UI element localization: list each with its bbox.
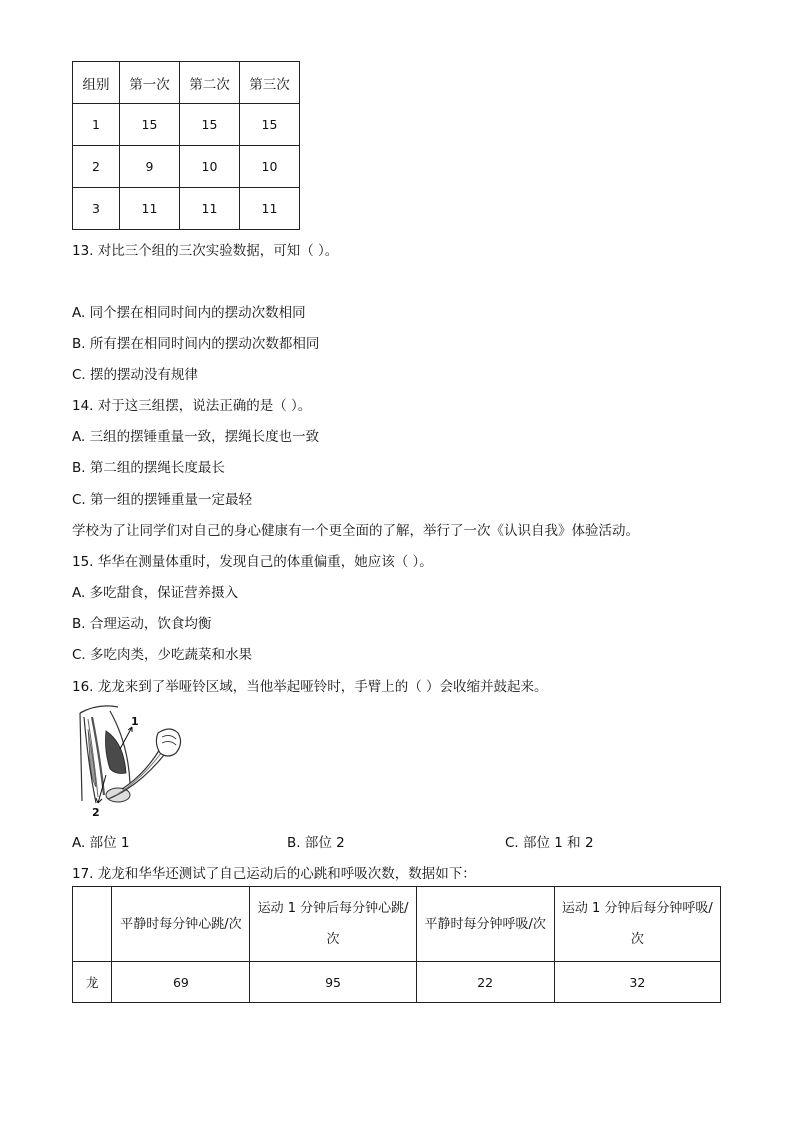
table-cell: 69 <box>112 962 250 1003</box>
table-header-cell: 第一次 <box>120 62 180 104</box>
question-14-stem: 14. 对于这三组摆，说法正确的是（ ）。 <box>72 398 312 414</box>
figure-label-1: 1 <box>131 715 139 728</box>
table-header-cell: 运动 1 分钟后每分钟呼吸/次 <box>554 887 720 962</box>
table-cell: 9 <box>120 146 180 188</box>
table-header-cell: 运动 1 分钟后每分钟心跳/次 <box>250 887 416 962</box>
heartbeat-breathing-table <box>72 886 721 1003</box>
question-16-option-a: A. 部位 1 <box>72 835 130 851</box>
pendulum-data-table <box>72 61 300 230</box>
table-cell: 11 <box>120 188 180 230</box>
question-14-option-a: A. 三组的摆锤重量一致，摆绳长度也一致 <box>72 429 320 445</box>
question-16-option-b: B. 部位 2 <box>287 835 345 851</box>
question-15-option-a: A. 多吃甜食，保证营养摄入 <box>72 585 239 601</box>
figure-label-2: 2 <box>92 806 100 819</box>
question-14-option-c: C. 第一组的摆锤重量一定最轻 <box>72 492 253 508</box>
table-cell: 22 <box>416 962 554 1003</box>
table-row <box>73 146 300 188</box>
question-13-option-a: A. 同个摆在相同时间内的摆动次数相同 <box>72 305 306 321</box>
table-header-cell: 组别 <box>73 62 120 104</box>
question-16-stem: 16. 龙龙来到了举哑铃区域，当他举起哑铃时，手臂上的（ ）会收缩并鼓起来。 <box>72 679 548 695</box>
table-row <box>73 962 721 1003</box>
table-cell: 1 <box>73 104 120 146</box>
table-header-cell <box>73 887 112 962</box>
table-cell: 2 <box>73 146 120 188</box>
table-row <box>73 188 300 230</box>
table-header-cell: 第二次 <box>180 62 240 104</box>
arm-muscle-figure <box>78 703 188 821</box>
table-header-cell: 平静时每分钟心跳/次 <box>112 887 250 962</box>
table-cell: 11 <box>240 188 300 230</box>
table-header-cell: 平静时每分钟呼吸/次 <box>416 887 554 962</box>
table-cell: 15 <box>120 104 180 146</box>
question-15-option-b: B. 合理运动，饮食均衡 <box>72 616 212 632</box>
question-13-option-c: C. 摆的摆动没有规律 <box>72 367 199 383</box>
table-cell: 3 <box>73 188 120 230</box>
question-14-option-b: B. 第二组的摆绳长度最长 <box>72 460 225 476</box>
table-header-cell: 第三次 <box>240 62 300 104</box>
question-15-option-c: C. 多吃肉类，少吃蔬菜和水果 <box>72 647 253 663</box>
table-row <box>73 104 300 146</box>
table-cell: 10 <box>240 146 300 188</box>
table-cell: 11 <box>180 188 240 230</box>
activity-intro: 学校为了让同学们对自己的身心健康有一个更全面的了解，举行了一次《认识自我》体验活动。 <box>72 523 639 539</box>
question-13-stem: 13. 对比三个组的三次实验数据，可知（ ）。 <box>72 243 339 259</box>
table-cell: 15 <box>240 104 300 146</box>
question-15-stem: 15. 华华在测量体重时，发现自己的体重偏重，她应该（ ）。 <box>72 554 433 570</box>
question-13-option-b: B. 所有摆在相同时间内的摆动次数都相同 <box>72 336 320 352</box>
table-cell: 95 <box>250 962 416 1003</box>
question-17-stem: 17. 龙龙和华华还测试了自己运动后的心跳和呼吸次数，数据如下： <box>72 866 476 882</box>
table-cell: 15 <box>180 104 240 146</box>
table-cell: 32 <box>554 962 720 1003</box>
table-cell: 龙 <box>73 962 112 1003</box>
table-cell: 10 <box>180 146 240 188</box>
question-16-option-c: C. 部位 1 和 2 <box>505 835 594 851</box>
